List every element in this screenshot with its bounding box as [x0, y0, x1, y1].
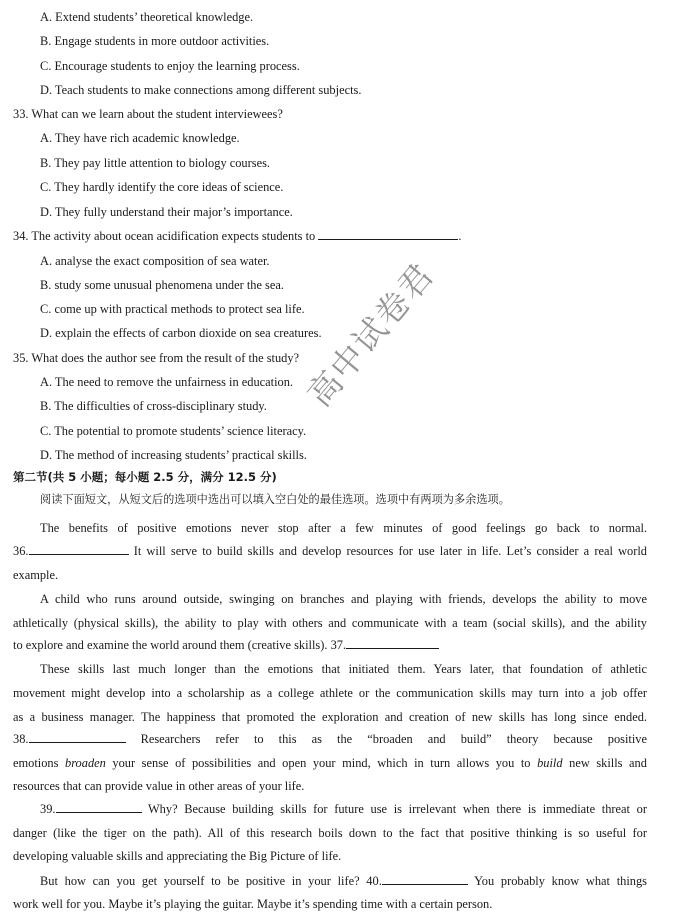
q35-option-a: A. The need to remove the unfairness in education.	[40, 375, 294, 389]
blank-38-number: 38.	[13, 732, 29, 746]
blank-40-number: 40.	[366, 874, 382, 888]
q32-option-b: B. Engage students in more outdoor activities.	[40, 34, 270, 48]
passage-p4-line1	[40, 801, 647, 817]
passage-p3-line2: movement might develop into a scholarship as a college athlete or the communication skills may turn into a job offer	[13, 686, 647, 700]
section-instruction: 阅读下面短文，从短文后的选项中选出可以填入空白处的最佳选项。选项中有两项为多余选项。	[40, 493, 510, 506]
passage-p4-line3: developing valuable skills and appreciating the Big Picture of life.	[13, 849, 342, 863]
passage-p3-line6: resources that can provide value in other areas of your life.	[13, 779, 305, 793]
watermark: 高中试卷君	[299, 254, 442, 414]
blank-38[interactable]	[29, 731, 126, 743]
q34-option-a: A. analyse the exact composition of sea water.	[40, 254, 270, 268]
q33-stem: 33. What can we learn about the student interviewees?	[13, 107, 283, 121]
p3-line5-part3: new skills and	[569, 756, 647, 770]
q32-option-c: C. Encourage students to enjoy the learning process.	[40, 59, 300, 73]
passage-p1-line1: The benefits of positive emotions never stop after a few minutes of good feelings go back to normal.	[40, 521, 647, 535]
q34-option-d: D. explain the effects of carbon dioxide on sea creatures.	[40, 326, 322, 340]
passage-p3-line4-text: Researchers refer to this as the “broaden and build” theory because positive	[140, 732, 647, 746]
blank-37-number: 37.	[330, 638, 347, 652]
q34-option-c: C. come up with practical methods to protect sea life.	[40, 302, 305, 316]
passage-p2-line3	[13, 637, 439, 653]
q34-stem: 34. The activity about ocean acidification expects students to	[13, 229, 316, 243]
q33-option-d: D. They fully understand their major’s importance.	[40, 205, 293, 219]
passage-p4-line1-text: Why? Because building skills for future use is irrelevant when there is immediate threat or	[147, 802, 648, 816]
passage-p2-line2: athletically (physical skills), the ability to play with others and communicate with a team (social skills), and the ability	[13, 616, 647, 630]
passage-p3-line3: as a business manager. The happiness that promoted the exploration and creation of new skills has long since ended.	[13, 710, 647, 724]
q34-stem-end: .	[458, 229, 462, 243]
q33-option-a: A. They have rich academic knowledge.	[40, 131, 240, 145]
q34-stem-line	[13, 228, 461, 244]
p3-line5-part2: your sense of possibilities and open your mind, which in turn allows you to	[112, 756, 531, 770]
passage-p1-line3: example.	[13, 568, 59, 582]
section-heading: 第二节(共 5 小题；每小题 2.5 分，满分 12.5 分)	[13, 470, 277, 484]
q35-stem: 35. What does the author see from the result of the study?	[13, 351, 300, 365]
blank-40[interactable]	[382, 873, 468, 885]
passage-p5-line2: work well for you. Maybe it’s playing the guitar. Maybe it’s spending time with a certain person.	[13, 897, 493, 911]
passage-p5-line1-end: You probably know what things	[474, 874, 647, 888]
passage-p3-line4	[13, 731, 647, 747]
q35-option-c: C. The potential to promote students’ science literacy.	[40, 424, 307, 438]
q35-option-b: B. The difficulties of cross-disciplinary study.	[40, 399, 267, 413]
passage-p4-line2: danger (like the tiger on the path). All of this research boils down to the fact that positive thinking is so useful for	[13, 826, 647, 840]
passage-p3-line5	[13, 755, 647, 771]
q35-option-d: D. The method of increasing students’ practical skills.	[40, 448, 307, 462]
q34-option-b: B. study some unusual phenomena under the sea.	[40, 278, 284, 292]
blank-36[interactable]	[29, 543, 129, 555]
passage-p3-line1: These skills last much longer than the emotions that initiated them. Years later, that foundation of athletic	[40, 662, 647, 676]
blank-39[interactable]	[56, 801, 142, 813]
blank-39-number: 39.	[40, 802, 56, 816]
blank-36-number: 36.	[13, 544, 29, 558]
passage-p1-line2	[13, 543, 647, 559]
q32-option-a: A. Extend students’ theoretical knowledge.	[40, 10, 254, 24]
blank-37[interactable]	[346, 637, 439, 649]
passage-p2-line1: A child who runs around outside, swinging on branches and playing with friends, develops the ability to move	[40, 592, 647, 606]
q33-option-b: B. They pay little attention to biology courses.	[40, 156, 270, 170]
q34-answer-blank[interactable]	[318, 228, 458, 240]
passage-p1-line2-text: It will serve to build skills and develop resources for use later in life. Let’s consider a real world	[133, 544, 647, 558]
passage-p5-line1-text: But how can you get yourself to be positive in your life?	[40, 874, 360, 888]
p3-line5-part1: emotions	[13, 756, 59, 770]
q32-option-d: D. Teach students to make connections among different subjects.	[40, 83, 362, 97]
q33-option-c: C. They hardly identify the core ideas of science.	[40, 180, 284, 194]
passage-p2-line3-text: to explore and examine the world around them (creative skills).	[13, 638, 328, 652]
italic-broaden: broaden	[65, 756, 106, 770]
passage-p5-line1	[40, 873, 647, 889]
italic-build: build	[537, 756, 563, 770]
